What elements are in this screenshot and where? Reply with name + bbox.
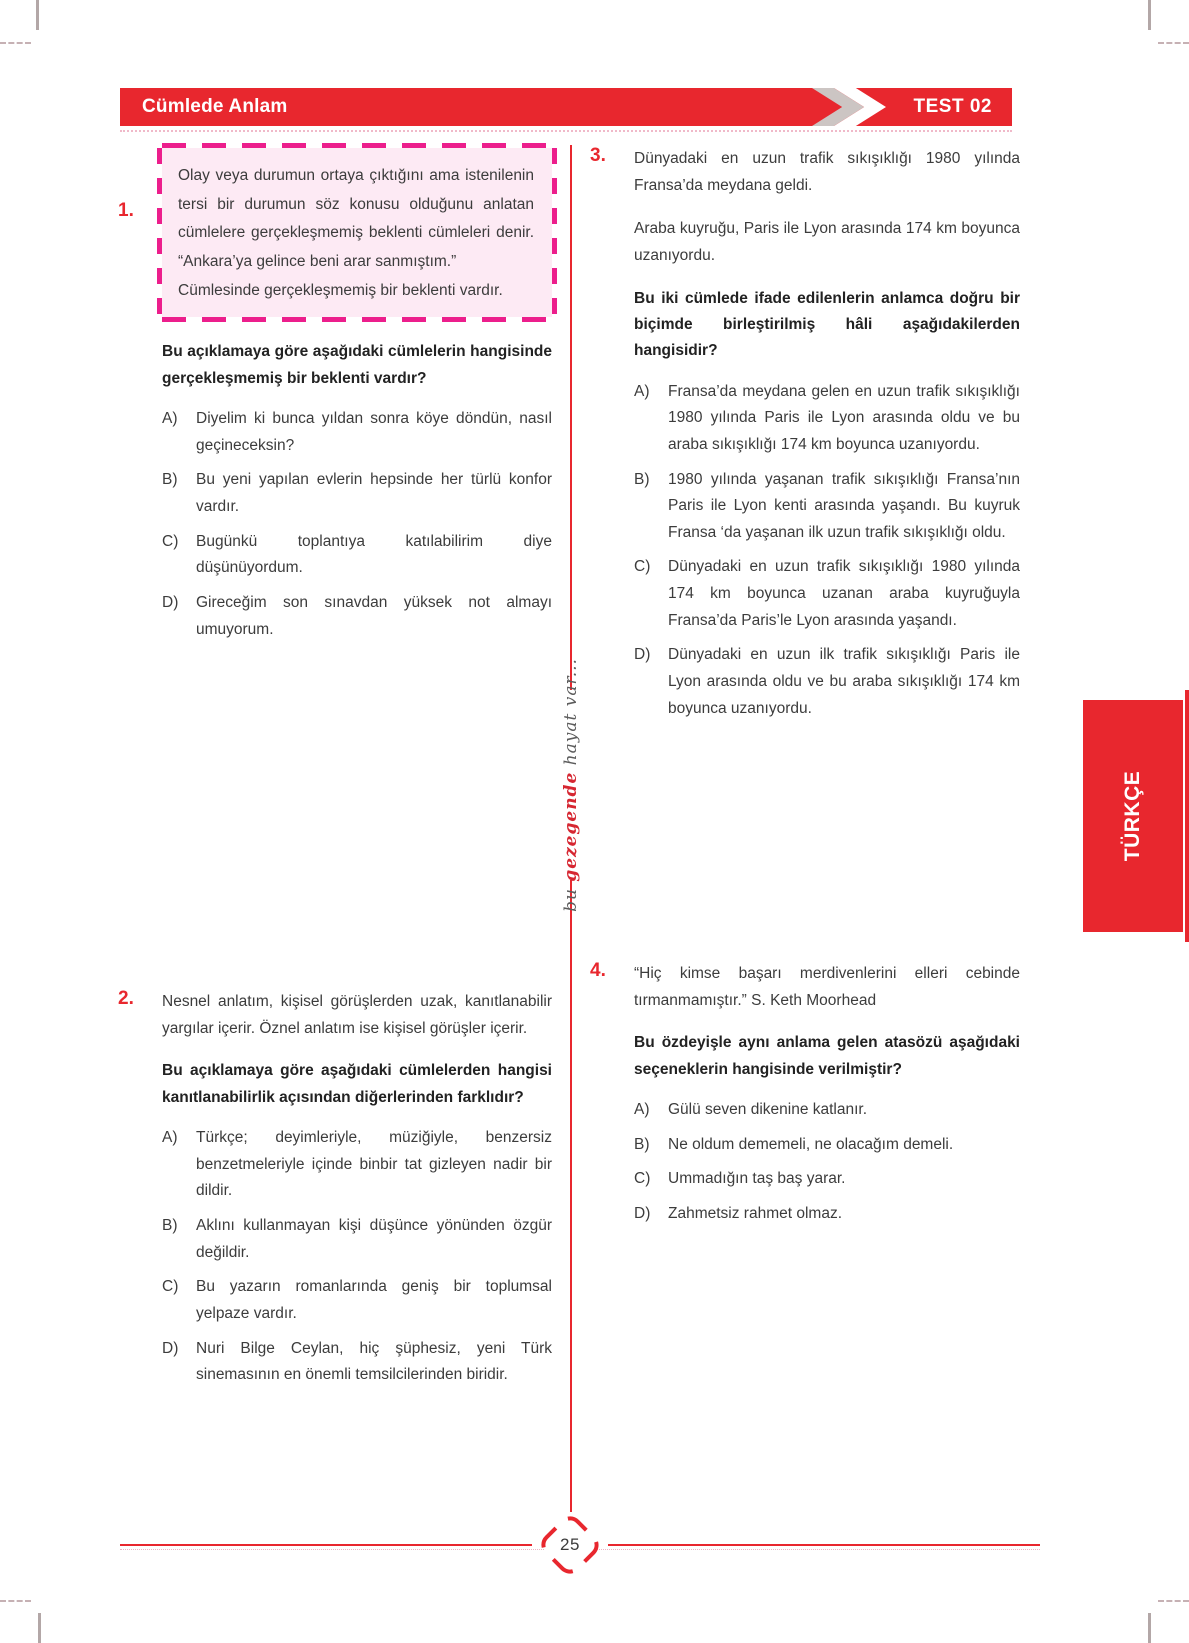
option-row xyxy=(634,1166,1020,1193)
option-text: 1980 yılında yaşanan trafik sıkışıklığı Fransa’nın Paris ile Lyon kenti arasında yaşandı. Bu kuyruk Fransa ‘da yaşanan ilk uzun trafik sıkışıklığı oldu. xyxy=(668,470,1020,541)
option-row xyxy=(634,554,1020,634)
crop-mark-bottom-right-vertical xyxy=(1148,1613,1151,1643)
page-edge-red-strip xyxy=(1185,690,1189,942)
subject-tab-turkce xyxy=(1083,700,1183,932)
watermark-highlight: gezegende xyxy=(561,771,581,882)
option-row xyxy=(162,1274,552,1327)
option-letter: C) xyxy=(634,558,651,576)
option-row xyxy=(162,1213,552,1266)
question-number: 4. xyxy=(590,960,606,981)
options-list xyxy=(634,379,1020,723)
crop-mark-top-right-vertical xyxy=(1148,0,1151,30)
crop-mark-top-left-dashed xyxy=(0,42,31,44)
column-divider-line xyxy=(570,145,572,690)
option-text: Bugünkü toplantıya katılabilirim diye düşünüyordum. xyxy=(196,532,552,577)
question-intro: Nesnel anlatım, kişisel görüşlerden uzak, kanıtlanabilir yargılar içerir. Öznel anlatım ise kişisel görüşler içerir. xyxy=(162,993,552,1038)
option-letter: B) xyxy=(634,1135,650,1153)
option-text: Ummadığın taş baş yarar. xyxy=(668,1170,846,1188)
question-stem: Bu özdeyişle aynı anlama gelen atasözü aşağıdaki seçeneklerin hangisinde verilmiştir? xyxy=(634,1034,1020,1078)
question-intro: Araba kuyruğu, Paris ile Lyon arasında 174 km boyunca uzanıyordu. xyxy=(634,220,1020,265)
option-row xyxy=(162,1336,552,1389)
crop-mark-bottom-left-dashed xyxy=(0,1600,31,1602)
column-divider-line xyxy=(570,880,572,1512)
question-4 xyxy=(590,960,1020,1236)
option-text: Zahmetsiz rahmet olmaz. xyxy=(668,1204,842,1222)
option-row xyxy=(162,1125,552,1205)
option-letter: A) xyxy=(162,1128,178,1146)
page-header xyxy=(120,88,1012,126)
option-text: Aklını kullanmayan kişi düşünce yönünden özgür değildir. xyxy=(196,1216,552,1261)
option-row xyxy=(162,529,552,582)
option-letter: B) xyxy=(162,1216,178,1234)
option-text: Gireceğim son sınavdan yüksek not almayı umuyorum. xyxy=(196,593,552,638)
option-row xyxy=(162,406,552,459)
dashed-border-left xyxy=(157,148,162,317)
crop-mark-bottom-right-dashed xyxy=(1158,1600,1189,1602)
crop-mark-top-left-vertical xyxy=(36,0,39,30)
option-text: Gülü seven dikenine katlanır. xyxy=(668,1100,868,1118)
option-row xyxy=(634,467,1020,547)
info-box xyxy=(162,148,552,317)
watermark-suffix: hayat var... xyxy=(561,658,581,772)
watermark-text xyxy=(561,658,581,912)
question-3 xyxy=(590,145,1020,730)
subject-tab-label: TÜRKÇE xyxy=(1121,770,1144,862)
header-dotted-rule xyxy=(120,130,1012,132)
crop-mark-top-right-dashed xyxy=(1158,42,1189,44)
question-stem: Bu açıklamaya göre aşağıdaki cümlelerden hangisi kanıtlanabilirlik açısından diğerlerinden farklıdır? xyxy=(162,1062,552,1106)
option-letter: D) xyxy=(634,1204,651,1222)
dashed-border-right xyxy=(552,148,557,317)
option-row xyxy=(634,1132,1020,1159)
option-letter: D) xyxy=(634,646,651,664)
option-letter: B) xyxy=(634,470,650,488)
info-box-paragraph: Olay veya durumun ortaya çıktığını ama istenilenin tersi bir durumun söz konusu olduğunu anlatan cümlelere gerçekleşmemiş beklenti cümleleri denir. “Ankara’ya gelince beni arar sanmıştım.” xyxy=(178,167,534,271)
question-intro: “Hiç kimse başarı merdivenlerini elleri cebinde tırmanmamıştır.” S. Keth Moorhead xyxy=(634,965,1020,1010)
option-text: Fransa’da meydana gelen en uzun trafik sıkışıklığı 1980 yılında Paris ile Lyon arasında oldu ve bu araba sıkışıklığı 174 km boyunca uzanıyordu. xyxy=(668,382,1020,453)
page-number: 25 xyxy=(560,1535,580,1554)
option-text: Dünyadaki en uzun trafik sıkışıklığı 1980 yılında 174 km boyunca uzanan araba kuyruğuyla Fransa’da Paris’le Lyon arasında yaşandı. xyxy=(668,558,1020,629)
option-letter: A) xyxy=(634,382,650,400)
test-number-badge: TEST 02 xyxy=(913,96,992,117)
watermark-prefix: bu xyxy=(561,881,581,912)
crop-mark-bottom-left-vertical xyxy=(38,1613,41,1643)
question-stem: Bu açıklamaya göre aşağıdaki cümlelerin hangisinde gerçekleşmemiş bir beklenti vardır? xyxy=(162,343,552,387)
option-text: Dünyadaki en uzun ilk trafik sıkışıklığı Paris ile Lyon arasında oldu ve bu araba sıkışıklığı 174 km boyunca uzanıyordu. xyxy=(668,646,1020,717)
option-row xyxy=(162,590,552,643)
dashed-border-bottom xyxy=(162,317,552,322)
option-letter: D) xyxy=(162,1339,179,1357)
option-row xyxy=(634,1201,1020,1228)
dashed-border-top xyxy=(162,143,552,148)
info-box-paragraph: Cümlesinde gerçekleşmemiş bir beklenti vardır. xyxy=(178,281,503,299)
option-row xyxy=(634,1097,1020,1124)
option-letter: A) xyxy=(634,1100,650,1118)
option-text: Nuri Bilge Ceylan, hiç şüphesiz, yeni Türk sinemasının en önemli temsilcilerinden biridir. xyxy=(196,1339,552,1384)
footer-rule-left xyxy=(120,1544,532,1546)
option-text: Türkçe; deyimleriyle, müziğiyle, benzersiz benzetmeleriyle içinde binbir tat gizleyen nadir bir dildir. xyxy=(196,1128,552,1200)
question-1 xyxy=(118,148,552,651)
option-letter: C) xyxy=(634,1170,651,1188)
option-row xyxy=(162,467,552,520)
option-row xyxy=(634,379,1020,459)
question-stem: Bu iki cümlede ifade edilenlerin anlamca doğru bir biçimde birleştirilmiş hâli aşağıdakilerden hangisidir? xyxy=(634,289,1020,360)
question-2 xyxy=(118,988,552,1397)
option-row xyxy=(634,642,1020,722)
option-text: Diyelim ki bunca yıldan sonra köye döndün, nasıl geçineceksin? xyxy=(196,410,552,454)
option-text: Ne oldum dememeli, ne olacağım demeli. xyxy=(668,1135,954,1153)
options-list xyxy=(162,1125,552,1389)
option-letter: A) xyxy=(162,410,178,428)
option-letter: C) xyxy=(162,1278,179,1296)
footer-rule-right xyxy=(608,1544,1040,1546)
option-text: Bu yazarın romanlarında geniş bir toplumsal yelpaze vardır. xyxy=(196,1278,552,1322)
options-list xyxy=(634,1097,1020,1228)
option-letter: B) xyxy=(162,471,178,489)
page-title: Cümlede Anlam xyxy=(142,96,288,117)
options-list xyxy=(162,406,552,643)
question-number: 2. xyxy=(118,988,134,1009)
option-text: Bu yeni yapılan evlerin hepsinde her türlü konfor vardır. xyxy=(196,471,552,516)
question-intro: Dünyadaki en uzun trafik sıkışıklığı 1980 yılında Fransa’da meydana geldi. xyxy=(634,150,1020,195)
option-letter: D) xyxy=(162,593,179,611)
option-letter: C) xyxy=(162,532,179,550)
question-number: 1. xyxy=(118,200,134,221)
question-number: 3. xyxy=(590,145,606,166)
page-number-badge xyxy=(530,1505,610,1585)
